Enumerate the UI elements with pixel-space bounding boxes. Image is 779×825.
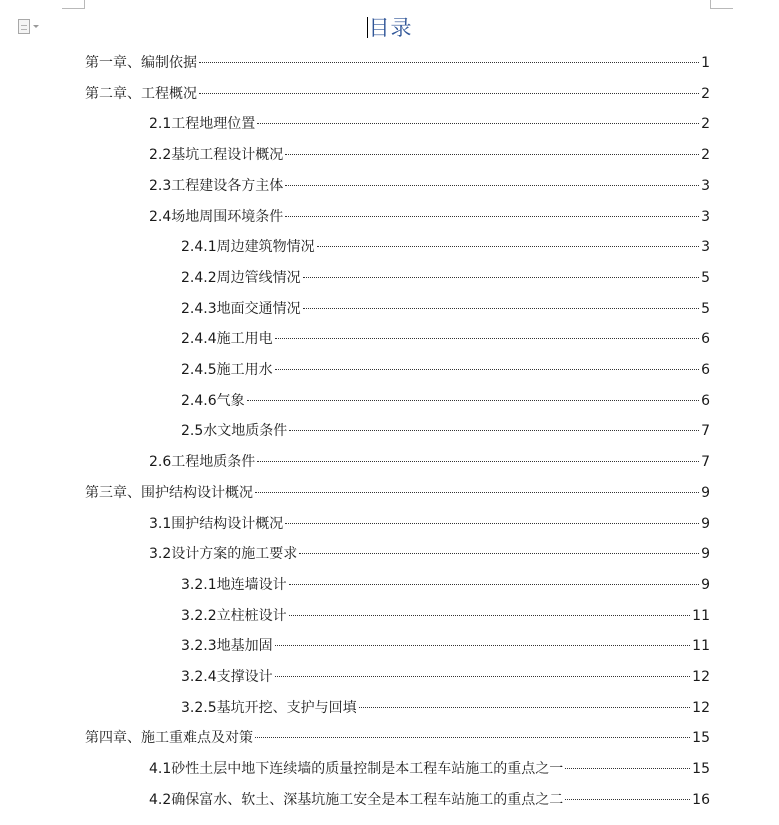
toc-entry[interactable] (181, 575, 710, 595)
toc-entry-page-number: 5 (701, 300, 710, 317)
toc-entry-label: 3.2.5基坑开挖、支护与回填 (181, 699, 357, 716)
toc-entry[interactable] (149, 176, 710, 196)
toc-entry[interactable] (181, 636, 710, 656)
toc-entry-page-number: 15 (692, 730, 710, 747)
toc-entry-page-number: 3 (701, 208, 710, 225)
toc-title (0, 14, 779, 42)
toc-entry-page-number: 6 (701, 331, 710, 348)
toc-dot-leader (285, 185, 699, 186)
toc-entry-page-number: 12 (692, 699, 710, 716)
toc-entry-label: 2.1工程地理位置 (149, 116, 256, 133)
page-corner-marker-right (710, 0, 733, 9)
toc-dot-leader (289, 430, 699, 431)
toc-entry-page-number: 9 (701, 576, 710, 593)
toc-entry-label: 3.2设计方案的施工要求 (149, 546, 298, 563)
toc-entry-page-number: 1 (701, 55, 710, 71)
toc-entry-label: 2.6工程地质条件 (149, 454, 256, 471)
toc-entry[interactable] (149, 452, 710, 472)
toc-entry[interactable] (149, 544, 710, 564)
toc-entry[interactable] (149, 114, 710, 134)
toc-entry[interactable] (85, 84, 710, 104)
toc-entry-page-number: 7 (701, 423, 710, 440)
toc-entry[interactable] (85, 53, 710, 73)
toc-entry[interactable] (149, 759, 710, 779)
toc-entry-page-number: 3 (701, 177, 710, 194)
toc-entry-page-number: 3 (701, 239, 710, 256)
page-corner-marker-left (62, 0, 85, 9)
toc-dot-leader (285, 154, 699, 155)
toc-entry-label: 3.2.1地连墙设计 (181, 576, 287, 593)
toc-entry-label: 2.4.2周边管线情况 (181, 269, 301, 286)
toc-entry-page-number: 7 (701, 454, 710, 471)
toc-entry-label: 2.4.6气象 (181, 392, 245, 409)
toc-entry-label: 2.4场地周围环境条件 (149, 208, 284, 225)
toc-dot-leader (247, 400, 699, 401)
toc-entry-page-number: 12 (692, 669, 710, 685)
toc-dot-leader (257, 461, 699, 462)
toc-entry-page-number: 2 (701, 85, 710, 102)
toc-dot-leader (285, 216, 699, 217)
toc-entry-label: 2.2基坑工程设计概况 (149, 147, 284, 164)
toc-entry[interactable] (85, 483, 710, 503)
toc-dot-leader (289, 615, 691, 616)
toc-entry-page-number: 2 (701, 147, 710, 164)
toc-entry-page-number: 16 (692, 791, 710, 808)
toc-dot-leader (199, 93, 699, 94)
toc-dot-leader (359, 707, 691, 708)
toc-dot-leader (275, 676, 691, 677)
toc-entry-page-number: 15 (692, 761, 710, 778)
toc-dot-leader (275, 369, 699, 370)
toc-entry[interactable] (181, 299, 710, 319)
toc-dot-leader (275, 645, 691, 646)
toc-entry-label: 第四章、施工重难点及对策 (85, 730, 253, 747)
toc-entry[interactable] (149, 145, 710, 165)
toc-entry[interactable] (181, 606, 710, 626)
toc-entry-label: 4.1砂性土层中地下连续墙的质量控制是本工程车站施工的重点之一 (149, 761, 564, 778)
toc-entry-label: 3.2.3地基加固 (181, 638, 273, 655)
toc-entry-label: 2.4.5施工用水 (181, 362, 273, 378)
toc-dot-leader (565, 768, 690, 769)
toc-entry-label: 2.5水文地质条件 (181, 423, 288, 440)
toc-entry-label: 2.3工程建设各方主体 (149, 177, 284, 194)
toc-dot-leader (317, 246, 699, 247)
toc-entry-label: 2.4.4施工用电 (181, 331, 273, 348)
toc-dot-leader (299, 553, 699, 554)
toc-entry-label: 4.2确保富水、软土、深基坑施工安全是本工程车站施工的重点之二 (149, 791, 564, 808)
toc-dot-leader (255, 737, 690, 738)
toc-entry-label: 第二章、工程概况 (85, 85, 197, 102)
toc-entry[interactable] (149, 207, 710, 227)
toc-title-text: 目录 (368, 16, 413, 40)
toc-entry-label: 2.4.3地面交通情况 (181, 300, 301, 317)
toc-entry[interactable] (181, 360, 710, 380)
toc-entry-page-number: 11 (692, 638, 710, 655)
toc-entry-page-number: 11 (692, 607, 710, 624)
toc-dot-leader (255, 492, 699, 493)
toc-entry[interactable] (149, 790, 710, 810)
toc-entry-label: 3.2.4支撑设计 (181, 669, 273, 685)
toc-entry-label: 3.2.2立柱桩设计 (181, 607, 287, 624)
toc-entry-label: 第三章、围护结构设计概况 (85, 484, 253, 501)
toc-entry-page-number: 9 (701, 546, 710, 563)
toc-entry[interactable] (181, 667, 710, 687)
toc-entry-label: 2.4.1周边建筑物情况 (181, 239, 315, 256)
toc-entry[interactable] (181, 391, 710, 411)
toc-dot-leader (285, 523, 699, 524)
toc-dot-leader (565, 799, 690, 800)
toc-entry[interactable] (181, 237, 710, 257)
toc-entry[interactable] (85, 728, 710, 748)
toc-dot-leader (303, 277, 699, 278)
toc-entry-page-number: 9 (701, 515, 710, 532)
toc-entry-page-number: 6 (701, 392, 710, 409)
toc-entry-label: 3.1围护结构设计概况 (149, 515, 284, 532)
toc-dot-leader (199, 62, 699, 63)
toc-entry[interactable] (181, 421, 710, 441)
toc-dot-leader (257, 123, 699, 124)
toc-entry[interactable] (149, 514, 710, 534)
toc-entry[interactable] (181, 329, 710, 349)
toc-entry-label: 第一章、编制依据 (85, 55, 197, 71)
toc-entry-page-number: 6 (701, 362, 710, 378)
toc-entry[interactable] (181, 698, 710, 718)
toc-entry-page-number: 2 (701, 116, 710, 133)
toc-dot-leader (289, 584, 699, 585)
toc-entry-page-number: 9 (701, 484, 710, 501)
toc-entry-page-number: 5 (701, 269, 710, 286)
toc-dot-leader (303, 308, 699, 309)
text-cursor (367, 17, 368, 38)
toc-entry[interactable] (181, 268, 710, 288)
toc-dot-leader (275, 338, 699, 339)
